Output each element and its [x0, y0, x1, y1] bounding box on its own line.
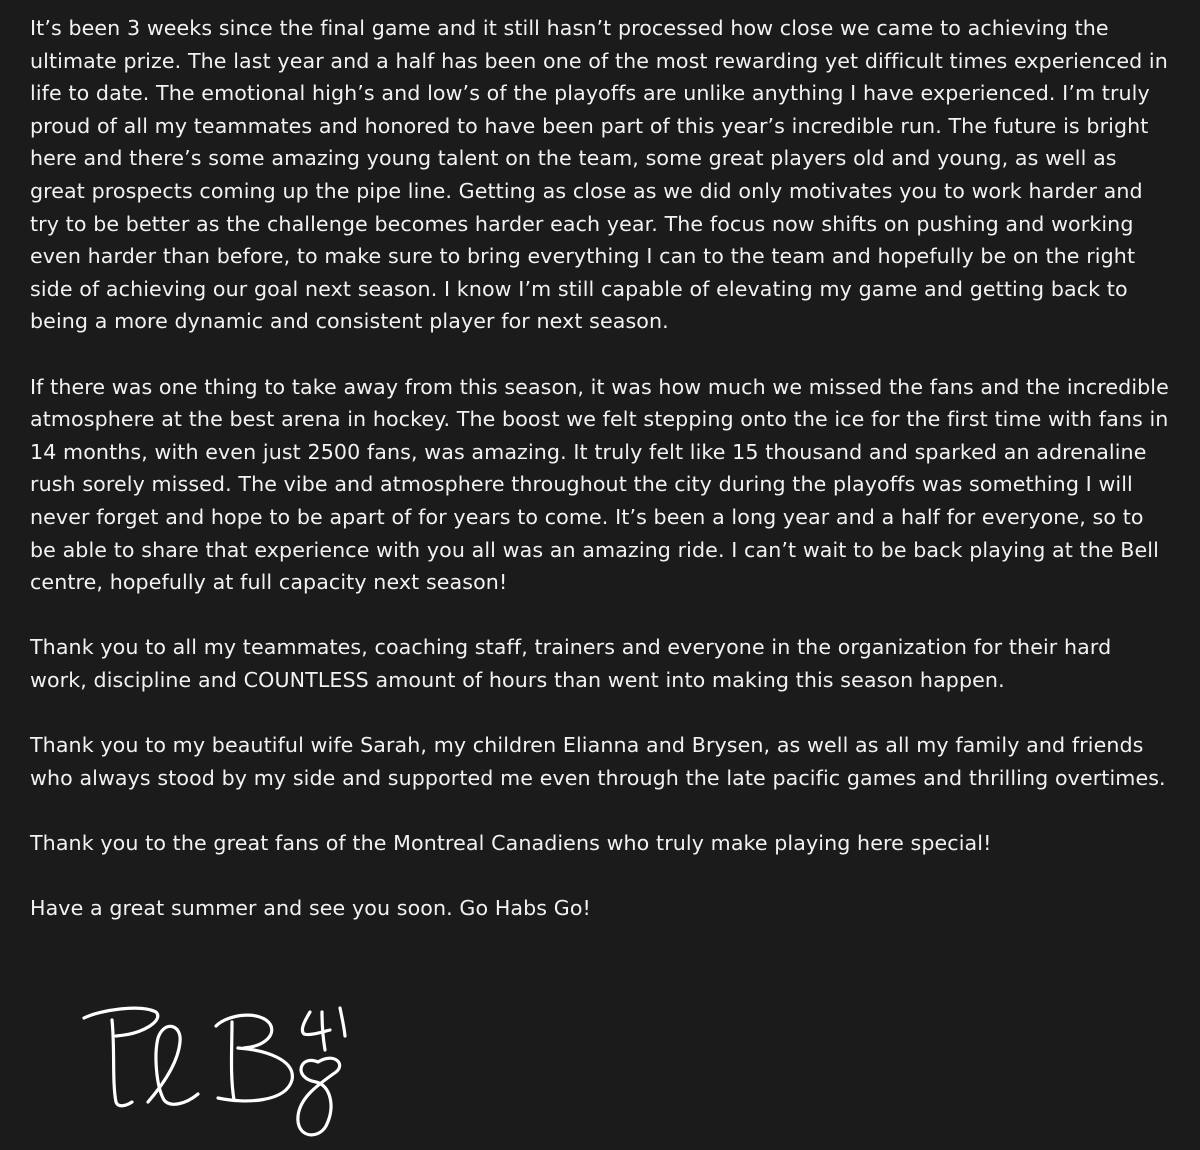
letter-paragraph-4: Thank you to my beautiful wife Sarah, my children Elianna and Brysen, as well as all my family and friends who always stood by my side and supported me even through the late pacific games and thrilling overtimes. — [30, 733, 1166, 790]
letter-paragraph-1: It’s been 3 weeks since the final game and it still hasn’t processed how close we came to achieving the ultimate prize. The last year and a half has been one of the most rewarding yet difficult times experienced in life to date. The emotional high’s and low’s of the playoffs are unlike anything I have experienced. I’m truly proud of all my teammates and honored to have been part of this year’s incredible run. The future is bright here and there’s some amazing young talent on the team, some great players old and young, as well as great prospects coming up the pipe line. Getting as close as we did only motivates you to work harder and try to be better as the challenge becomes harder each year. The focus now shifts on pushing and working even harder than before, to make sure to bring everything I can to the team and hopefully be on the right side of achieving our goal next season. I know I’m still capable of elevating my game and getting back to being a more dynamic and consistent player for next season. — [30, 16, 1168, 334]
letter-paragraph-5: Thank you to the great fans of the Montreal Canadiens who truly make playing here special! — [30, 830, 992, 855]
signature-stroke-b-bottom — [218, 1048, 292, 1101]
letter-paragraph-2: If there was one thing to take away from this season, it was how much we missed the fans and the incredible atmosphere at the best arena in hockey. The boost we felt stepping onto the ice for the first time with fans in 14 months, with even just 2500 fans, was amazing. It truly felt like 15 thousand and sparked an adrenaline rush sorely missed. The vibe and atmosphere throughout the city during the playoffs was something I will never forget and hope to be apart of for years to come. It’s been a long year and a half for everyone, so to be able to share that experience with you all was an amazing ride. I can’t wait to be back playing at the Bell centre, hopefully at full capacity next season! — [30, 374, 1169, 595]
signature-stroke-p — [84, 1008, 158, 1036]
letter-body — [30, 12, 1170, 925]
signature-stroke-four — [302, 1012, 330, 1050]
signature-stroke-eight — [298, 1058, 340, 1135]
handwritten-signature-icon — [60, 990, 460, 1150]
letter-closing: Have a great summer and see you soon. Go Habs Go! — [30, 896, 591, 921]
signature-stroke-l — [148, 1026, 198, 1104]
letter-paragraph-3: Thank you to all my teammates, coaching staff, trainers and everyone in the organization for their hard work, discipline and COUNTLESS amount of hours than went into making this season happen. — [30, 635, 1112, 692]
signature-stroke-one — [340, 1008, 345, 1036]
signature-stroke-b-top — [216, 1015, 272, 1048]
signature-stroke-b-stem — [232, 1022, 235, 1100]
